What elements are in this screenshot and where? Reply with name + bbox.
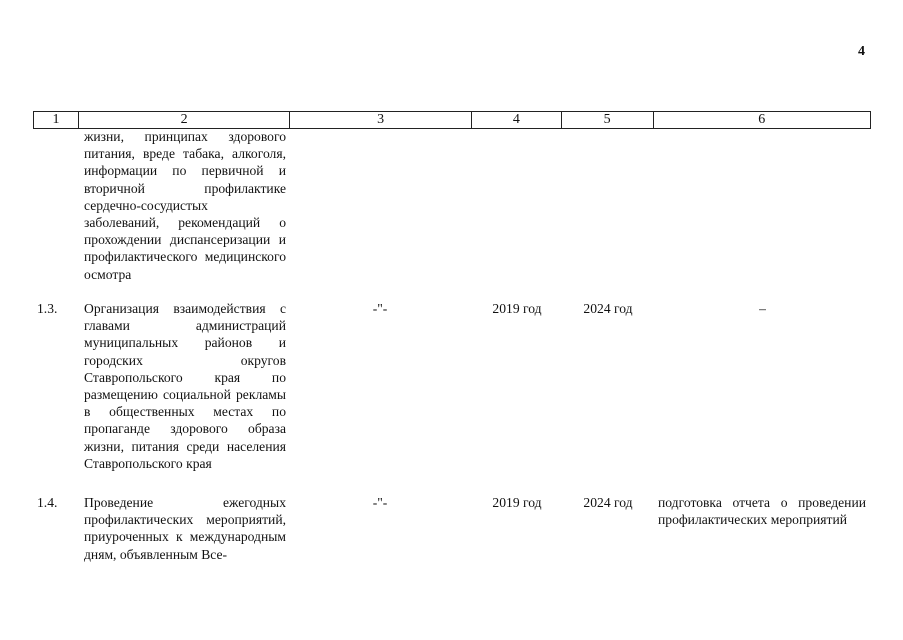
continuation-description: жизни, принципах здорового питания, вреде табака, алкоголя, информации по первичной и вторичной профилактике сердечно-сосудистых заболеваний, рекомендаций о прохождении диспансеризации и профилактического медицинского осмотра xyxy=(84,129,286,282)
row-end-1-4: 2024 год xyxy=(583,495,633,510)
column-header-5: 5 xyxy=(562,112,654,128)
row-result-1-3: – xyxy=(759,301,766,316)
table-header-row xyxy=(33,111,871,129)
row-executor-1-3: -"- xyxy=(372,301,388,316)
page-number: 4 xyxy=(858,44,865,59)
row-end-1-3: 2024 год xyxy=(583,301,633,316)
row-result-1-4: подготовка отчета о проведении профилактических мероприятий xyxy=(658,495,866,528)
row-number-1-4: 1.4. xyxy=(37,495,58,510)
row-start-1-4: 2019 год xyxy=(492,495,542,510)
column-header-2: 2 xyxy=(79,112,291,128)
column-header-4: 4 xyxy=(472,112,562,128)
row-number-1-3: 1.3. xyxy=(37,301,58,316)
column-header-6: 6 xyxy=(758,112,766,127)
column-header-3: 3 xyxy=(290,112,472,128)
column-header-1: 1 xyxy=(34,112,79,128)
row-description-1-3: Организация взаимодействия с главами администраций муниципальных районов и городских округов Ставропольского края по размещению социальной рекламы в общественных местах по пропаганде здорового образа жизни, питания среди населения Ставропольского края xyxy=(84,301,286,471)
row-start-1-3: 2019 год xyxy=(492,301,542,316)
row-executor-1-4: -"- xyxy=(372,495,388,510)
row-description-1-4: Проведение ежегодных профилактических мероприятий, приуроченных к международным дням, объявленным Все- xyxy=(84,495,286,562)
